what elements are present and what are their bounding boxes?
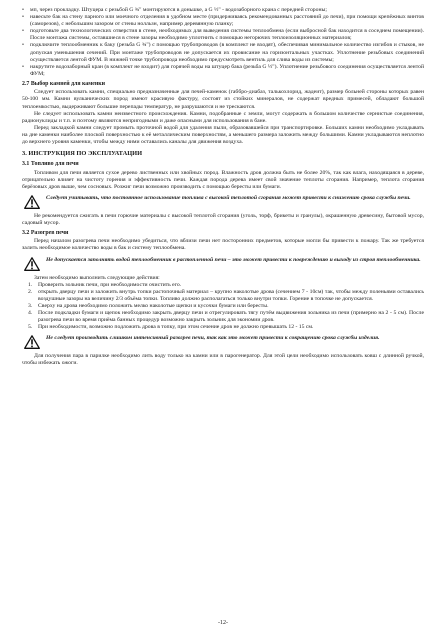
list-item: [28, 302, 424, 310]
page-number: -12-: [218, 619, 228, 626]
step-text: Сверху на дрова необходимо положить мелко наколотые щепки и кусочки бумаги или бересты.: [38, 302, 269, 309]
step-number: 5.: [28, 324, 33, 331]
section-heading-instructions: 3. ИНСТРУКЦИЯ ПО ЭКСПЛУАТАЦИИ: [22, 150, 143, 158]
step-text: После подкладки бумаги и щепок необходимо закрыть дверцу печи и отрегулировать тягу путём выдвижения зольника из печи (примерно на 2 - 5 см). После разогрева печи во время приёма банных процедур возможно закрыть зольник для экономии дров.: [38, 310, 424, 324]
bullet-mark: •: [22, 42, 24, 49]
list-item: [28, 281, 424, 289]
warning-block: [24, 195, 424, 209]
step-number: 1.: [28, 281, 33, 288]
warning-text: Не следует производить слишком интенсивный разогрев печи, так как это может привести к сокращению срока службы изделия.: [46, 335, 380, 342]
paragraph: Перед началом разогрева печи необходимо убедиться, что вблизи печи нет посторонних предметов, которые могли бы привести к пожару. Так же требуется залить необходимое количество воды в бак и систему теплообмена.: [22, 238, 424, 252]
bullet-text: навесьте бак на стену парного или моечного отделения в удобном месте (придерживаясь рекомендованных расстояний до печи), при помощи крепёжных винтов (саморезов), с небольшим зазором от стены нолльзн, например деревянную планку;: [30, 14, 424, 28]
bullet-text: мп, через прокладку. Штуцера с резьбой G ¾" монтируются в доньшке, а G ½" - водозаборного крана с передней стороны;: [30, 7, 327, 13]
list-item: [22, 64, 424, 78]
paragraph: Для получения пара в парилке необходимо лить воду только на камни или в парогенератор. Для этой цели необходимо использовать ковш с длинной ручкой, чтобы избежать ожоги.: [22, 353, 424, 367]
list-item: [28, 310, 424, 324]
list-item: [22, 42, 424, 63]
paragraph: Следует использовать камни, специально предназначенные для печей-каменок (габбро-диабаз, талькохлорид, жадеит), размер больней стороны которых равен 50-100 мм. Камни вулканических пород имеют красивую фактуру, состоят из стойких минералов, не содержат вредных примесей, обладают большой теплоемкостью, выдерживают большие перепады температур, не разрушаются и не трескаются.: [22, 89, 424, 110]
step-text: Проверить зольник печи, при необходимости очистить его.: [38, 281, 182, 288]
list-item: [22, 14, 424, 28]
bullet-text: подключите теплообменник к баку (резьба G ¾") с помощью трубопроводов (в комплект не входят), обеспечивая минимальное количество изгибов и стыков, не допуская уменьшения сечений. При монтаже трубопроводов не допускается их провисание на горизонтальных участках. Уплотнение резьбовых соединений осуществляется лентой ФУМ. В нижней точке трубопровода необходимо предусмотреть вентиль для слива воды из системы;: [30, 42, 424, 63]
heating-steps-list: [22, 282, 424, 332]
list-item: [28, 288, 424, 303]
bullet-mark: •: [22, 63, 24, 70]
warning-triangle-icon: [24, 335, 40, 349]
paragraph: Затем необходимо выполнить следующие действия:: [34, 274, 160, 281]
list-item: [22, 28, 424, 42]
paragraph: Не следует использовать камни неизвестного происхождения. Камни, подобранные с земли, могут содержать в большом количестве сернистые соединения, радионуклиды и т.п. и поэтому являются непригодными и даже опасными для использования в бане.: [22, 110, 424, 124]
warning-block: [24, 257, 424, 271]
warning-block: [24, 335, 424, 349]
warning-text: Не допускается заполнять водой теплообменник в растопленной печи – это может привести к повреждению и выходу из строя теплообменника.: [46, 256, 421, 263]
step-text: открыть дверцу печи и заложить внутрь топки растопочный материал – крупно наколотые дрова (сечением 7 - 10см) так, чтобы между поленьями оставались воздушные зазоры на величину 2/3 объёма топки. Топливо должно располагаться только внутри топки. Горение в топочке не допускается.: [38, 288, 424, 302]
paragraph: Перед закладкой камни следует промыть проточной водой для удаления пыли, образовавшейся при транспортировке. Больших камни необходимо укладывать на дне каменки наиболее плоской поверхностью к её металлическим поверхностям, а меньшего размера заложить между большими. Камни укладываются неплотно до верхнего уровня каменки, чтобы между ними оставались каналы для движения воздуха.: [22, 124, 424, 145]
bullet-text: накрутите водозаборный кран (в комплект не входит) для горячей воды на штуцер бака (резьба G ½"). Уплотнение резьбового соединения осуществляется лентой ФУМ;: [30, 63, 424, 77]
paragraph: Топливом для печи является сухое дерево лиственных или хвойных пород. Влажность дров должна быть не более 20%, так как влага, находящаяся в дереве, отрицательно влияет на чистоту горения и эффективность печи. Каждая порода дерева имеет свой значение теплоты сгорания. Например, теплота сгорания берёзовых дров выше, чем сосновых. Розжиг печи возможно производить с помощью бересты или бумаги.: [22, 169, 424, 190]
step-number: 3.: [28, 302, 33, 309]
install-bullet-list: [22, 7, 424, 78]
bullet-mark: •: [22, 7, 24, 13]
bullet-mark: •: [22, 14, 24, 21]
bullet-text: подготовьте два технологических отверстия в стене, необходимых для выведения системы теплообмена (если выбросной бак находится в соседнем помещении). После монтажа системы, оставшиеся в стене зазоры необходимо уплотнить с помощью негорючих теплоизоляционных материалов;: [30, 28, 424, 42]
step-number: 4.: [28, 310, 33, 317]
step-text: При необходимости, возможно подложить дрова в топку, при этом сечение дров не должно превышать 12 - 15 см.: [38, 324, 314, 331]
bullet-mark: •: [22, 28, 24, 35]
list-item: [28, 324, 424, 331]
section-heading-heating: 3.2 Разогрев печи: [22, 229, 69, 236]
section-heading-fuel: 3.1 Топливо для печи: [22, 161, 79, 168]
warning-triangle-icon: [24, 195, 40, 209]
warning-text: Следует учитывать, что постоянное использование топлива с высокой теплотой сгорания может привести к снижению срока службы печи.: [46, 194, 411, 201]
section-heading-stones: 2.7 Выбор камней для каменки: [22, 80, 106, 87]
step-number: 2.: [28, 288, 33, 295]
warning-triangle-icon: [24, 257, 40, 271]
paragraph: Не рекомендуется сжигать в печи горючие материалы с высокой теплотой сгорания (уголь, торф, брикеты и гранулы), окрашенную древесину, бытовой мусор, садовый мусор.: [22, 212, 424, 226]
